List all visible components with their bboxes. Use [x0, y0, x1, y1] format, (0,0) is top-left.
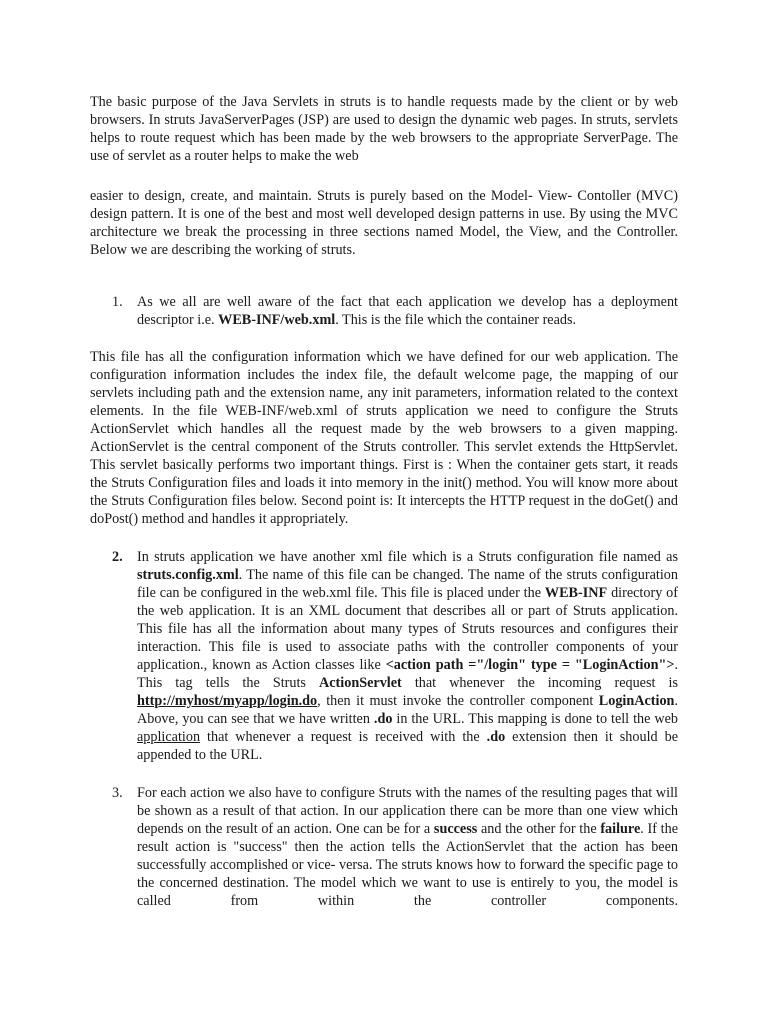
list-item-3: [90, 784, 678, 910]
bold-code: <action path ="/login" type = "LoginAction">: [385, 657, 675, 673]
list-item-text: In struts application we have another xml file which is a Struts configuration file named as struts.config.xml. The name of this file can be changed. The name of the struts configuration file can be configured in the web.xml file. This file is placed under the WEB-INF directory of the web application. It is an XML document that describes all or part of Struts application. This file has all the information about many types of Struts resources and configures their interaction. This file is used to associate paths with the controller components of your application., known as Action classes like <action path ="/login" type = "LoginAction">. This tag tells the Struts ActionServlet that whenever the incoming request is http://myhost/myapp/login.do, then it must invoke the controller component LoginAction. Above, you can see that we have written .do in the URL. This mapping is done to tell the web application that whenever a request is received with the .do extension then it should be appended to the URL.: [137, 549, 678, 763]
bold-term: WEB-INF: [544, 585, 608, 601]
paragraph-mvc: easier to design, create, and maintain. Struts is purely based on the Model- View- Contoller (MVC) design pattern. It is one of the best and most well developed design patterns in use. By using the MVC architecture we break the processing in three sections named Model, the View, and the Controller. Below we are describing the working of struts.: [90, 188, 678, 258]
list-item-2: [90, 548, 678, 764]
bold-term: ActionServlet: [319, 675, 402, 691]
bold-term: failure: [600, 821, 641, 837]
list-item-1: [90, 293, 678, 329]
bold-term: WEB-INF/web.xml: [218, 312, 336, 328]
paragraph-configuration: This file has all the configuration information which we have defined for our web application. The configuration information includes the index file, the default welcome page, the mapping of our servlets including path and the extension name, any init parameters, information related to the context elements. In the file WEB-INF/web.xml of struts application we need to configure the Struts ActionServlet which handles all the request made by the web browsers to a given mapping. ActionServlet is the central component of the Struts controller. This servlet extends the HttpServlet. This servlet basically performs two important things. First is : When the container gets start, it reads the Struts Configuration files and loads it into memory in the init() method. You will know more about the Struts Configuration files below. Second point is: It intercepts the HTTP request in the doGet() and doPost() method and handles it appropriately.: [90, 349, 678, 527]
list-number: 3.: [112, 785, 123, 801]
bold-term: .do: [486, 729, 506, 745]
paragraph-intro: The basic purpose of the Java Servlets in struts is to handle requests made by the client or by web browsers. In struts JavaServerPages (JSP) are used to design the dynamic web pages. In struts, servlets helps to route request which has been made by the web browsers to the appropriate ServerPage. The use of servlet as a router helps to make the web: [90, 94, 678, 164]
list-number: 2.: [112, 549, 123, 565]
bold-term: success: [433, 821, 478, 837]
list-item-text: As we all are well aware of the fact that each application we develop has a deployment descriptor i.e. WEB-INF/web.xml. This is the file which the container reads.: [137, 294, 678, 328]
bold-term: LoginAction: [598, 693, 675, 709]
document-page: [90, 93, 678, 910]
url-link[interactable]: http://myhost/myapp/login.do: [137, 693, 318, 709]
underlined-word: application: [137, 729, 201, 745]
list-item-text: For each action we also have to configure Struts with the names of the resulting pages that will be shown as a result of that action. In our application there can be more than one view which depends on the result of an action. One can be for a success and the other for the failure. If the result action is "success" then the action tells the ActionServlet that the action has been successfully accomplished or vice- versa. The struts knows how to forward the specific page to the concerned destination. The model which we want to use is entirely to you, the model is called from within the controller components.: [137, 785, 678, 909]
bold-term: .do: [373, 711, 393, 727]
bold-term: struts.config.xml: [137, 567, 239, 583]
list-number: 1.: [112, 294, 123, 310]
